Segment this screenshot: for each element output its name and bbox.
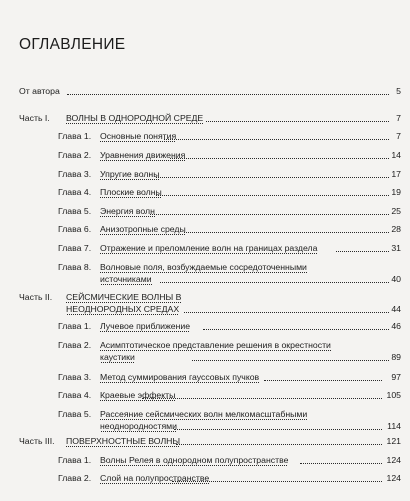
chapter-title <box>100 187 162 199</box>
toc-page-number: 19 <box>391 187 401 197</box>
dot-leader <box>156 195 389 196</box>
toc-page-number: 31 <box>391 243 401 253</box>
toc-page-number: 97 <box>391 372 401 382</box>
toc-page-number: 124 <box>386 455 401 465</box>
chapter-title-text: Метод суммирования гауссовых пучков <box>100 372 260 382</box>
dot-leader <box>192 360 389 361</box>
chapter-label: Глава 1. <box>58 131 92 141</box>
chapter-title-text: Анизотропные среды <box>100 224 186 234</box>
chapter-title-text: Лучевое приближение <box>100 321 191 331</box>
dot-leader <box>67 94 389 95</box>
chapter-label: Глава 4. <box>58 390 92 400</box>
dot-leader <box>174 429 382 430</box>
chapter-title-text: Упругие волны <box>100 169 160 179</box>
toc-page-number: 25 <box>391 206 401 216</box>
chapter-title <box>100 131 176 143</box>
toc-page-number: 40 <box>391 273 401 284</box>
chapter-title-text: Энергия волн <box>100 206 155 216</box>
dot-leader <box>164 139 389 140</box>
dot-leader <box>156 177 389 178</box>
dot-leader <box>160 282 389 283</box>
chapter-label: Глава 2. <box>58 340 92 350</box>
chapter-title-text: Основные понятия <box>100 131 177 141</box>
part-title <box>66 113 203 125</box>
dot-leader <box>170 158 389 159</box>
toc-page-number: 44 <box>391 303 401 314</box>
chapter-title <box>100 321 190 333</box>
dot-leader <box>150 214 389 215</box>
part-label: Часть II. <box>19 292 53 302</box>
chapter-title <box>100 243 317 255</box>
toc-page-number: 114 <box>387 420 401 431</box>
dot-leader <box>172 481 382 482</box>
part-title-text: ПОВЕРХНОСТНЫЕ ВОЛНЫ <box>66 436 181 446</box>
toc-page-number: 5 <box>396 86 401 96</box>
chapter-title <box>100 390 175 402</box>
chapter-title <box>100 169 159 181</box>
dot-leader <box>176 444 382 445</box>
chapter-title <box>100 150 185 162</box>
toc-heading: ОГЛАВЛЕНИЕ <box>19 36 126 53</box>
toc-page-number: 28 <box>391 224 401 234</box>
chapter-label: Глава 1. <box>58 321 92 331</box>
chapter-label: Глава 8. <box>58 262 92 272</box>
chapter-title-text: Волновые поля, возбуждаемые сосредоточенными источниками <box>100 262 307 284</box>
chapter-title <box>100 372 259 384</box>
chapter-title-text: Асимптотическое представление решения в окрестности каустики <box>100 340 331 362</box>
toc-page-number: 105 <box>386 390 401 400</box>
part-title <box>66 436 180 448</box>
dot-leader <box>336 251 389 252</box>
dot-leader <box>264 380 382 381</box>
chapter-label: Глава 7. <box>58 243 92 253</box>
toc-page-number: 121 <box>386 436 401 446</box>
toc-page-number: 7 <box>396 113 401 123</box>
toc-page-number: 46 <box>391 321 401 331</box>
toc-page-number: 124 <box>386 473 401 483</box>
toc-page-number: 7 <box>396 131 401 141</box>
chapter-title-text: Слой на полупространстве <box>100 473 210 483</box>
dot-leader <box>142 398 382 399</box>
chapter-title-text: Отражение и преломление волн на границах раздела <box>100 243 318 253</box>
dot-leader <box>206 121 389 122</box>
chapter-title <box>100 224 186 236</box>
chapter-title-text: Плоские волны <box>100 187 162 197</box>
chapter-label: Глава 5. <box>58 409 92 419</box>
dot-leader <box>184 312 389 313</box>
chapter-label: Глава 1. <box>58 455 92 465</box>
toc-entry-title: От автора <box>19 86 60 96</box>
part-label: Часть I. <box>19 113 50 123</box>
toc-page-number: 14 <box>391 150 401 160</box>
chapter-title <box>100 473 209 485</box>
chapter-title-text: Краевые эффекты <box>100 390 176 400</box>
chapter-title-text: Уравнения движения <box>100 150 186 160</box>
dot-leader <box>184 232 389 233</box>
chapter-title <box>100 455 288 467</box>
dot-leader <box>300 463 382 464</box>
toc-page-number: 89 <box>391 351 401 362</box>
chapter-label: Глава 3. <box>58 372 92 382</box>
part-title-text: СЕЙСМИЧЕСКИЕ ВОЛНЫ В НЕОДНОРОДНЫХ СРЕДАХ <box>66 292 182 314</box>
chapter-label: Глава 4. <box>58 187 92 197</box>
toc-page-number: 17 <box>391 169 401 179</box>
part-label: Часть III. <box>19 436 55 446</box>
chapter-title <box>100 206 155 218</box>
chapter-title-text: Рассеяние сейсмических волн мелкомасштабными неоднородностями <box>100 409 308 431</box>
chapter-label: Глава 5. <box>58 206 92 216</box>
part-title <box>66 292 186 315</box>
chapter-label: Глава 3. <box>58 169 92 179</box>
dot-leader <box>203 329 389 330</box>
chapter-label: Глава 2. <box>58 150 92 160</box>
chapter-title-text: Волны Релея в однородном полупространстве <box>100 455 289 465</box>
chapter-label: Глава 2. <box>58 473 92 483</box>
part-title-text: ВОЛНЫ В ОДНОРОДНОЙ СРЕДЕ <box>66 113 204 123</box>
chapter-label: Глава 6. <box>58 224 92 234</box>
